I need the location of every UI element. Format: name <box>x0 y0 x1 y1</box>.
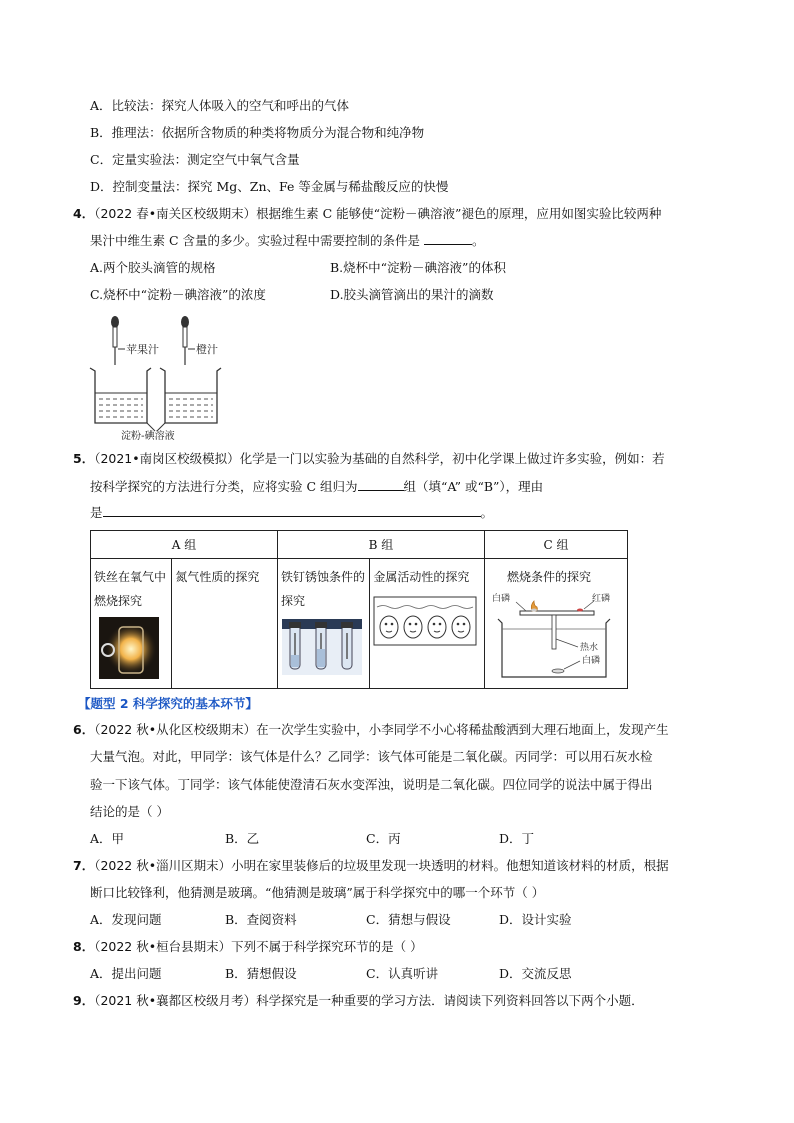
q3-option-c: C．定量实验法：测定空气中氧气含量 <box>90 152 300 167</box>
q5-stem-line2 <box>90 478 543 496</box>
q8-source: （2022 秋•桓台县期末） <box>94 939 232 954</box>
label-starch-iodine: 淀粉-碘溶液 <box>121 431 175 442</box>
q7-option-b: B．查阅资料 <box>225 912 297 927</box>
metal-activity-illustration-icon <box>373 593 477 647</box>
q3-option-d: D．控制变量法：探究 Mg、Zn、Fe 等金属与稀盐酸反应的快慢 <box>90 179 449 194</box>
q8-option-c: C．认真听讲 <box>366 966 439 981</box>
q6-option-a: A．甲 <box>90 831 125 846</box>
cell-a1-text: 铁丝在氧气中燃烧探究 <box>94 570 167 608</box>
q5-stem2a: 按科学探究的方法进行分类，应将实验 C 组归为 <box>90 479 358 494</box>
q7-number: 7． <box>73 858 95 873</box>
q5-stem2b: 组（填“A” 或“B”），理由 <box>403 479 544 494</box>
q4-stem-end: 。 <box>472 233 485 248</box>
q7-source: （2022 秋•淄川区期末） <box>94 858 232 873</box>
q7-option-a: A．发现问题 <box>90 912 162 927</box>
q8-option-a: A．提出问题 <box>90 966 162 981</box>
q9-stem1: 科学探究是一种重要的学习方法．请阅读下列资料回答以下两个小题． <box>256 993 644 1008</box>
q5-experiment-table <box>90 530 628 689</box>
q6-source: （2022 秋•从化区校级期末） <box>94 722 257 737</box>
q6-stem4: 结论的是（ ） <box>90 804 169 819</box>
section-title-type2: 【题型 2 科学探究的基本环节】 <box>78 696 258 711</box>
q7-stem2: 断口比较锋利，他猜测是玻璃。“他猜测是玻璃”属于科学探究中的哪一个环节（ ） <box>90 885 545 900</box>
q4-number: 4． <box>73 206 95 221</box>
q6-option-b: B．乙 <box>225 831 260 846</box>
cell-c1-text: 燃烧条件的探究 <box>507 570 592 584</box>
iron-wire-burning-photo-icon <box>99 617 159 679</box>
q4-option-b: B.烧杯中“淀粉－碘溶液”的体积 <box>330 260 506 275</box>
table-header-b: B 组 <box>278 531 485 559</box>
q4-stem2: 果汁中维生素 C 含量的多少。实验过程中需要控制的条件是 <box>90 233 424 248</box>
q5-group-blank[interactable] <box>358 478 404 491</box>
q6-option-c: C．丙 <box>366 831 401 846</box>
q4-stem-line2 <box>90 232 485 250</box>
table-cell-a1 <box>91 559 172 689</box>
cell-b1-text: 铁钉锈蚀条件的探究 <box>281 570 366 608</box>
q7-stem-line1 <box>73 857 669 875</box>
q9-source: （2021 秋•襄都区校级月考） <box>94 993 257 1008</box>
q8-stem1: 下列不属于科学探究环节的是（ ） <box>231 939 423 954</box>
q6-stem1: 在一次学生实验中，小李同学不小心将稀盐酸洒到大理石地面上，发现产生 <box>256 722 669 737</box>
q4-option-d: D.胶头滴管滴出的果汁的滴数 <box>330 287 494 302</box>
q4-answer-blank[interactable] <box>424 232 472 245</box>
q4-beaker-figure <box>85 313 235 443</box>
label-hot-water: 热水 <box>580 643 599 653</box>
dropper-apple-icon <box>111 316 119 365</box>
q5-stem3-end: 。 <box>480 505 494 520</box>
q4-option-a: A.两个胶头滴管的规格 <box>90 260 216 275</box>
label-orange-juice: 橙汁 <box>196 343 218 356</box>
q5-reason-blank[interactable] <box>103 504 481 517</box>
table-header-a: A 组 <box>91 531 278 559</box>
q5-stem3: 是 <box>90 505 103 520</box>
q8-number: 8． <box>73 939 95 954</box>
label-white-phosphorus-top: 白磷 <box>492 594 511 604</box>
q7-option-d: D．设计实验 <box>499 912 572 927</box>
q5-stem-line1 <box>73 450 665 468</box>
q6-option-d: D．丁 <box>499 831 535 846</box>
combustion-condition-diagram <box>488 589 624 683</box>
q5-stem1: 化学是一门以实验为基础的自然科学，初中化学课上做过许多实验，例如：若 <box>239 451 665 466</box>
q7-stem1: 小明在家里装修后的垃圾里发现一块透明的材料。他想知道该材料的材质，根据 <box>231 858 669 873</box>
q5-number: 5． <box>73 451 95 466</box>
q9-number: 9． <box>73 993 95 1008</box>
q8-stem-line1 <box>73 938 423 956</box>
q5-stem-line3 <box>90 504 493 522</box>
beaker-right-icon <box>160 368 221 423</box>
beaker-left-icon <box>90 368 151 423</box>
q6-stem3: 验一下该气体。丁同学：该气体能使澄清石灰水变浑浊，说明是二氧化碳。四位同学的说法中属于得出 <box>90 777 653 792</box>
q6-stem2: 大量气泡。对此，甲同学：该气体是什么？乙同学：该气体可能是二氧化碳。丙同学：可以用石灰水检 <box>90 749 653 764</box>
q6-stem-line1 <box>73 721 669 739</box>
iron-nail-rust-photo-icon <box>282 619 362 675</box>
q9-stem-line1 <box>73 992 644 1010</box>
table-cell-a2 <box>172 559 278 689</box>
table-header-c: C 组 <box>485 531 628 559</box>
label-white-phosphorus-bottom: 白磷 <box>582 656 601 666</box>
q6-number: 6． <box>73 722 95 737</box>
q3-option-a: A．比较法：探究人体吸入的空气和呼出的气体 <box>90 98 350 113</box>
table-cell-c1 <box>485 559 628 689</box>
q4-source: （2022 春•南关区校级期末） <box>94 206 257 221</box>
q4-option-c: C.烧杯中“淀粉－碘溶液”的浓度 <box>90 287 266 302</box>
q8-option-d: D．交流反思 <box>499 966 572 981</box>
cell-a2-text: 氮气性质的探究 <box>175 570 260 584</box>
label-apple-juice: 苹果汁 <box>126 343 159 356</box>
table-cell-b1 <box>278 559 370 689</box>
dropper-orange-icon <box>181 316 189 365</box>
q3-option-b: B．推理法：依据所含物质的种类将物质分为混合物和纯净物 <box>90 125 425 140</box>
label-red-phosphorus: 红磷 <box>592 594 611 604</box>
q5-source: （2021•南岗区校级模拟） <box>94 451 240 466</box>
cell-b2-text: 金属活动性的探究 <box>373 570 470 584</box>
q4-stem-line1 <box>73 205 661 223</box>
q7-option-c: C．猜想与假设 <box>366 912 451 927</box>
table-cell-b2 <box>370 559 485 689</box>
q8-option-b: B．猜想假设 <box>225 966 297 981</box>
q4-stem1: 根据维生素 C 能够使“淀粉－碘溶液”褪色的原理，应用如图实验比较两种 <box>256 206 662 221</box>
